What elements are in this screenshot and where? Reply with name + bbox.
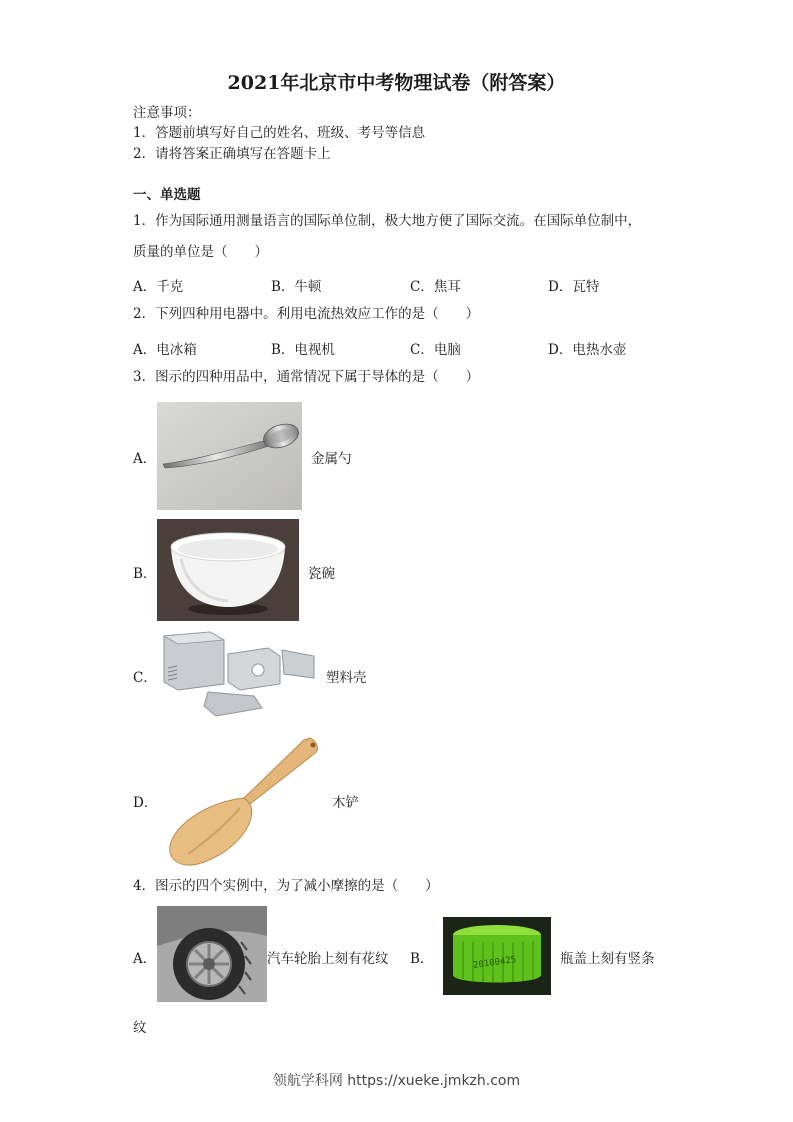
q3-option-d-caption: 木铲 (332, 795, 359, 811)
q1-option-d: D．瓦特 (548, 279, 600, 295)
notes-heading: 注意事项： (133, 105, 201, 121)
question-3-text: 3．图示的四种用品中，通常情况下属于导体的是（ ） (133, 369, 480, 385)
notes-item-1: 1．答题前填写好自己的姓名、班级、考号等信息 (133, 125, 426, 141)
q3-option-b-letter: B． (133, 566, 157, 582)
q1-option-b: B．牛顿 (271, 279, 322, 295)
page-title: 2021年北京市中考物理试卷（附答案） (227, 72, 566, 94)
bottle-cap-image (443, 917, 551, 995)
q2-option-b: B．电视机 (271, 342, 335, 358)
car-tire-image (157, 906, 267, 1002)
q3-option-c-caption: 塑料壳 (326, 670, 367, 686)
q2-option-a: A．电冰箱 (133, 342, 197, 358)
footer-watermark: 领航学科网 https://xueke.jmkzh.com (272, 1073, 521, 1089)
question-1-text: 1．作为国际通用测量语言的国际单位制，极大地方便了国际交流。在国际单位制中， (133, 213, 642, 229)
wooden-spatula-image (158, 728, 326, 870)
q3-option-b-caption: 瓷碗 (308, 566, 335, 582)
plastic-shell-image (158, 626, 318, 720)
q2-option-d: D．电热水壶 (548, 342, 627, 358)
q3-option-a-letter: A． (133, 451, 157, 467)
q1-option-a: A．千克 (133, 279, 184, 295)
section-heading: 一、单选题 (133, 187, 201, 203)
metal-spoon-image (157, 402, 302, 510)
q4-option-a-letter: A． (133, 951, 157, 967)
q1-option-c: C．焦耳 (410, 279, 461, 295)
q4-option-a-caption: 汽车轮胎上刻有花纹 (267, 951, 389, 967)
q3-option-d-letter: D． (133, 795, 158, 811)
bottle-cap-stamp: 20100425 (472, 955, 517, 971)
question-2-text: 2．下列四种用电器中。利用电流热效应工作的是（ ） (133, 306, 480, 322)
porcelain-bowl-image (157, 519, 299, 621)
question-4-text: 4．图示的四个实例中，为了减小摩擦的是（ ） (133, 878, 439, 894)
question-1-text-cont: 质量的单位是（ ） (133, 244, 268, 260)
q2-option-c: C．电脑 (410, 342, 461, 358)
notes-item-2: 2．请将答案正确填写在答题卡上 (133, 146, 331, 162)
q3-option-a-caption: 金属勺 (311, 451, 352, 467)
q4-option-b-caption-cont: 纹 (133, 1020, 147, 1036)
q4-option-b-letter: B． (410, 951, 434, 967)
q4-option-b-caption: 瓶盖上刻有竖条 (560, 951, 655, 967)
q3-option-c-letter: C． (133, 670, 157, 686)
